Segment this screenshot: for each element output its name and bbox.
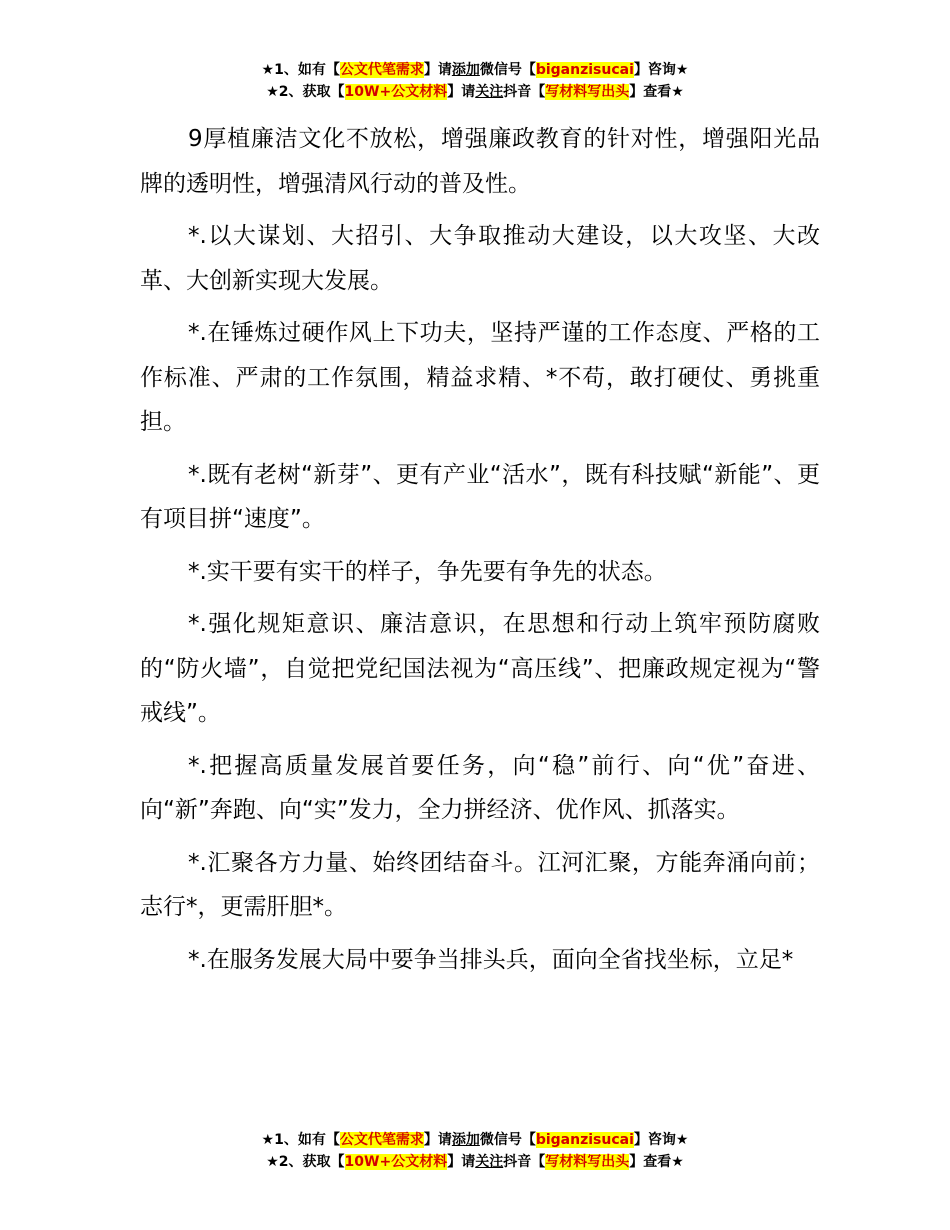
footer-line-2 [0, 1151, 950, 1173]
emphasis-text: 关注 [475, 1154, 504, 1170]
highlight-text: 10W+公文材料 [344, 1154, 448, 1170]
banner-text: 】咨询 [633, 62, 676, 78]
highlight-text: 公文代笔需求 [339, 62, 424, 78]
emphasis-text: 关注 [475, 84, 504, 100]
star-icon: ★ [675, 62, 689, 78]
banner-text: 抖音【 [503, 84, 546, 100]
paragraph: *.在锤炼过硬作风上下功夫，坚持严谨的工作态度、严格的工作标准、严肃的工作氛围，精益求精、*不苟，敢打硬仗、勇挑重担。 [140, 320, 820, 435]
paragraph: *.既有老树“新芽”、更有产业“活水”，既有科技赋“新能”、更有项目拼“速度”。 [140, 461, 820, 532]
star-icon: ★ [266, 1154, 279, 1170]
banner-text: 】请 [423, 62, 452, 78]
banner-text: 微信号【 [479, 62, 536, 78]
banner-text: 1、如有【 [274, 1132, 340, 1148]
banner-text: 】查看 [629, 1154, 672, 1170]
highlight-text: biganzisucai [535, 62, 634, 78]
paragraph: *.在服务发展大局中要争当排头兵，面向全省找坐标，立足* [188, 946, 794, 973]
emphasis-text: 添加 [451, 62, 480, 78]
paragraph: *.汇聚各方力量、始终团结奋斗。江河汇聚，方能奔涌向前；志行*，更需肝胆*。 [140, 849, 820, 920]
banner-text: 】请 [423, 1132, 452, 1148]
banner-text: 抖音【 [503, 1154, 546, 1170]
highlight-text: biganzisucai [535, 1132, 634, 1148]
header-line-2 [0, 81, 950, 103]
footer-banner [0, 1129, 950, 1173]
banner-text: 微信号【 [479, 1132, 536, 1148]
star-icon: ★ [671, 1154, 684, 1170]
star-icon: ★ [671, 84, 684, 100]
paragraph: *.以大谋划、大招引、大争取推动大建设，以大攻坚、大改革、大创新实现大发展。 [140, 223, 820, 294]
star-icon: ★ [675, 1132, 689, 1148]
header-banner [0, 59, 950, 103]
banner-text: 】请 [447, 84, 476, 100]
highlight-text: 公文代笔需求 [339, 1132, 424, 1148]
paragraph: 9厚植廉洁文化不放松，增强廉政教育的针对性，增强阳光品牌的透明性，增强清风行动的普及性。 [140, 126, 820, 197]
emphasis-text: 添加 [451, 1132, 480, 1148]
footer-line-1 [0, 1129, 950, 1151]
banner-text: 】查看 [629, 84, 672, 100]
highlight-text: 10W+公文材料 [344, 84, 448, 100]
header-line-1 [0, 59, 950, 81]
banner-text: 2、获取【 [278, 1154, 345, 1170]
banner-text: 2、获取【 [278, 84, 345, 100]
paragraph: *.把握高质量发展首要任务，向“稳”前行、向“优”奋进、向“新”奔跑、向“实”发力，全力拼经济、优作风、抓落实。 [140, 752, 820, 823]
star-icon: ★ [261, 62, 275, 78]
highlight-text: 写材料写出头 [545, 1154, 630, 1170]
paragraph: *.实干要有实干的样子，争先要有争先的状态。 [188, 558, 667, 585]
banner-text: 】咨询 [633, 1132, 676, 1148]
banner-text: 】请 [447, 1154, 476, 1170]
highlight-text: 写材料写出头 [545, 84, 630, 100]
document-body [140, 117, 820, 990]
star-icon: ★ [261, 1132, 275, 1148]
banner-text: 1、如有【 [274, 62, 340, 78]
paragraph: *.强化规矩意识、廉洁意识，在思想和行动上筑牢预防腐败的“防火墙”，自觉把党纪国法视为“高压线”、把廉政规定视为“警戒线”。 [140, 611, 820, 726]
star-icon: ★ [266, 84, 279, 100]
